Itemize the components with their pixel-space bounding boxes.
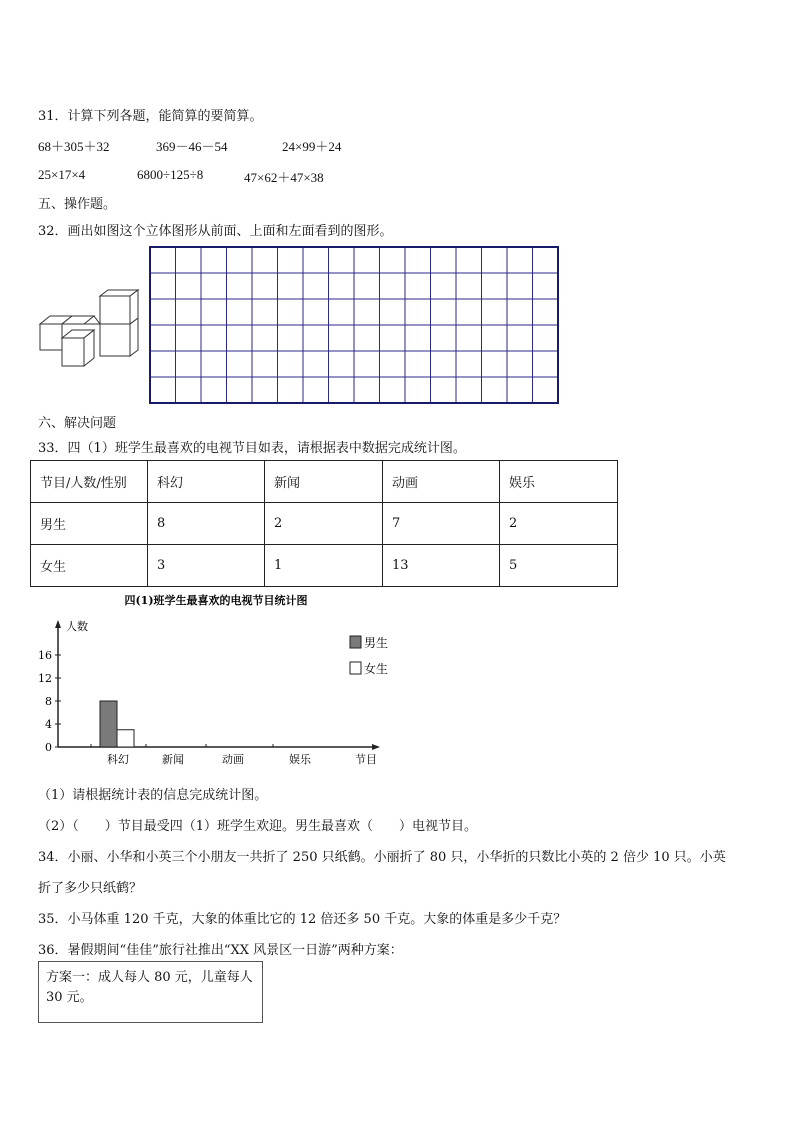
q33-sub2: （2）（ ）节目最受四（1）班学生欢迎。男生最喜欢（ ）电视节目。: [38, 819, 478, 834]
bar-girls: [117, 730, 134, 747]
table-header-cell: 科幻: [148, 461, 265, 503]
table-header-cell: 动画: [383, 461, 500, 503]
table-cell: 女生: [31, 545, 148, 587]
section-5-heading: 五、操作题。: [38, 197, 117, 212]
legend-swatch: [350, 662, 361, 674]
table-header-cell: 新闻: [265, 461, 383, 503]
q34-text-line1: 34．小丽、小华和小英三个小朋友一共折了 250 只纸鹤。小丽折了 80 只，小华折的只数比小英的 2 倍少 10 只。小英: [38, 850, 726, 865]
table-cell: 7: [383, 503, 500, 545]
q31-title: 31．计算下列各题，能简算的要简算。: [38, 109, 263, 124]
y-tick-label: 0: [45, 741, 52, 754]
table-cell: 5: [500, 545, 618, 587]
x-axis-label: 节目: [355, 753, 377, 766]
y-tick-label: 8: [45, 695, 52, 708]
q31-expr-6: 47×62＋47×38: [244, 170, 324, 185]
q31-expr-4: 25×17×4: [38, 167, 86, 182]
q34-text-line2: 折了多少只纸鹤？: [38, 881, 143, 896]
bar-chart: [36, 592, 396, 774]
drawing-grid[interactable]: [149, 246, 559, 404]
cube-figure: [38, 286, 140, 370]
y-tick-label: 16: [38, 649, 52, 662]
bar-boys: [100, 701, 117, 747]
x-tick-label: 娱乐: [289, 753, 311, 766]
y-tick-label: 12: [38, 672, 52, 685]
legend-label: 女生: [364, 662, 389, 676]
q35-text: 35．小马体重 120 千克，大象的体重比它的 12 倍还多 50 千克。大象的体重是多少千克？: [38, 912, 567, 927]
table-row: [31, 503, 618, 545]
legend-label: 男生: [364, 636, 389, 650]
table-cell: 13: [383, 545, 500, 587]
table-header-cell: 节目/人数/性别: [31, 461, 148, 503]
q31-expr-3: 24×99＋24: [282, 139, 342, 154]
q33-sub1: （1）请根据统计表的信息完成统计图。: [38, 788, 268, 803]
table-cell: 8: [148, 503, 265, 545]
table-header-cell: 娱乐: [500, 461, 618, 503]
q31-expr-2: 369－46－54: [156, 139, 228, 154]
table-cell: 3: [148, 545, 265, 587]
table-cell: 1: [265, 545, 383, 587]
x-axis-arrow: [372, 744, 380, 750]
legend-swatch: [350, 636, 361, 648]
table-cell: 男生: [31, 503, 148, 545]
chart-title: 四(1)班学生最喜欢的电视节目统计图: [124, 594, 308, 607]
x-tick-label: 动画: [222, 753, 244, 766]
section-6-heading: 六、解决问题: [38, 416, 117, 431]
table-cell: 2: [500, 503, 618, 545]
y-tick-label: 4: [45, 718, 52, 731]
y-axis-arrow: [55, 620, 61, 628]
tv-program-table: [30, 460, 618, 587]
table-row: [31, 545, 618, 587]
plan1-text: 方案一：成人每人 80 元，儿童每人 30 元。: [46, 970, 253, 1005]
q31-expr-5: 6800÷125÷8: [137, 167, 204, 182]
q32-title: 32．画出如图这个立体图形从前面、上面和左面看到的图形。: [38, 224, 393, 239]
q31-expr-1: 68＋305＋32: [38, 139, 110, 154]
table-cell: 2: [265, 503, 383, 545]
x-tick-label: 新闻: [162, 753, 184, 766]
table-header-row: [31, 461, 618, 503]
x-tick-label: 科幻: [107, 753, 129, 766]
plan1-box: [38, 961, 263, 1023]
y-axis-label: 人数: [66, 620, 88, 633]
q33-title: 33．四（1）班学生最喜欢的电视节目如表，请根据表中数据完成统计图。: [38, 441, 466, 456]
q36-title: 36．暑假期间“佳佳”旅行社推出“XX 风景区一日游”两种方案：: [38, 943, 403, 958]
